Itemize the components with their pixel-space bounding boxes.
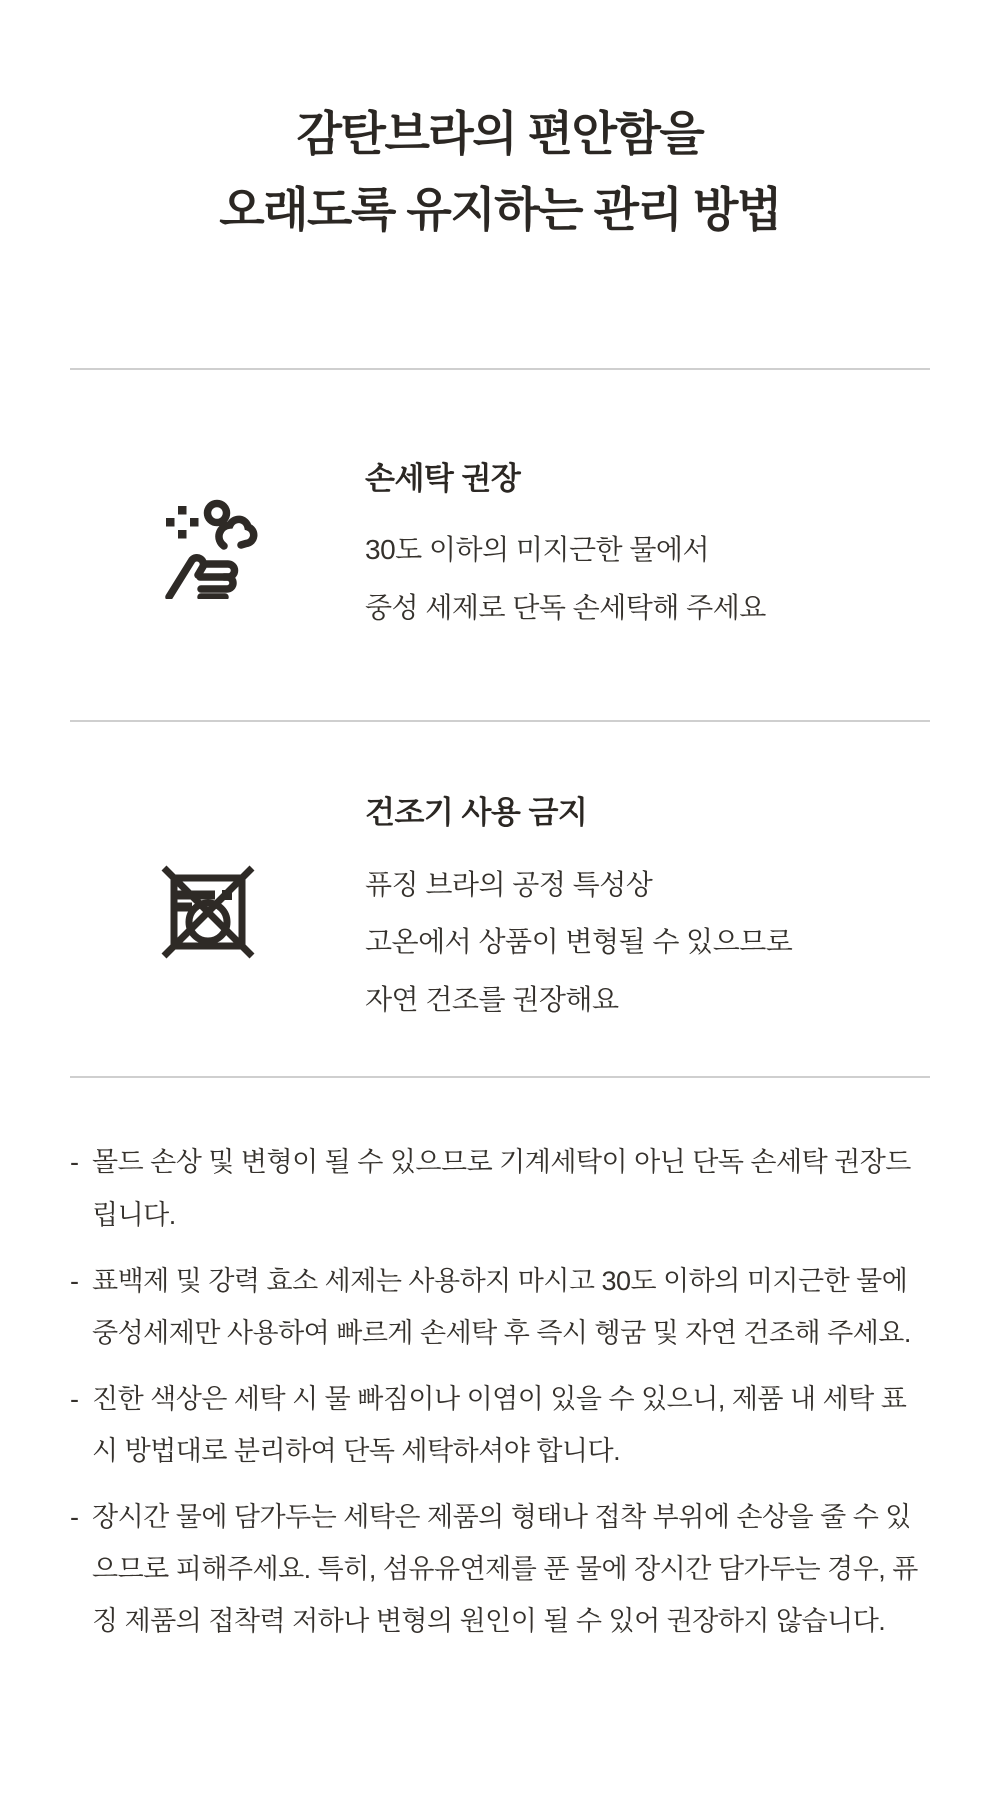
page-title-line-2: 오래도록 유지하는 관리 방법 — [219, 183, 781, 237]
note-text: 진한 색상은 세탁 시 물 빠짐이나 이염이 있을 수 있으니, 제품 내 세탁 표시 방법대로 분리하여 단독 세탁하셔야 합니다. — [92, 1383, 907, 1466]
section-no-dryer-text — [365, 794, 930, 1029]
section-hand-wash-heading: 손세탁 권장 — [365, 461, 521, 497]
hand-wash-desc-line-2: 중성 세제로 단독 손세탁해 주세요 — [365, 592, 766, 624]
care-notes-list — [70, 1078, 930, 1707]
section-hand-wash-text — [365, 460, 930, 637]
note-text: 몰드 손상 및 변형이 될 수 있으므로 기계세탁이 아닌 단독 손세탁 권장드립니다. — [92, 1147, 911, 1230]
no-dryer-desc-line-2: 고온에서 상품이 변형될 수 있으므로 — [365, 926, 793, 958]
section-no-dryer-heading: 건조기 사용 금지 — [365, 795, 588, 831]
note-dash: - — [70, 1502, 79, 1533]
section-hand-wash-desc — [365, 521, 930, 637]
no-dryer-desc-line-3: 자연 건조를 권장해요 — [365, 984, 619, 1016]
page-title-line-1: 감탄브라의 편안함을 — [296, 107, 704, 160]
care-note-item — [70, 1373, 930, 1477]
note-dash: - — [70, 1265, 79, 1296]
no-dryer-desc-line-1: 퓨징 브라의 공정 특성상 — [365, 868, 653, 900]
care-note-item — [70, 1136, 930, 1240]
hand-wash-desc-line-1: 30도 이하의 미지근한 물에서 — [365, 534, 710, 566]
hand-wash-icon — [158, 499, 258, 599]
note-text: 장시간 물에 담가두는 세탁은 제품의 형태나 접착 부위에 손상을 줄 수 있으므로 피해주세요. 특히, 섬유유연제를 푼 물에 장시간 담가두는 경우, 퓨징 제품의 접착력 저하나 변형의 원인이 될 수 있어 권장하지 않습니다. — [92, 1502, 918, 1637]
care-note-item — [70, 1255, 930, 1359]
no-dryer-icon — [158, 862, 258, 962]
page-title — [70, 0, 930, 368]
section-no-dryer — [70, 722, 930, 1076]
note-text: 표백제 및 강력 효소 세제는 사용하지 마시고 30도 이하의 미지근한 물에 중성세제만 사용하여 빠르게 손세탁 후 즉시 헹굼 및 자연 건조해 주세요. — [92, 1265, 911, 1348]
care-note-item — [70, 1491, 930, 1647]
section-no-dryer-desc — [365, 856, 930, 1030]
section-hand-wash — [70, 370, 930, 720]
note-dash: - — [70, 1147, 79, 1178]
note-dash: - — [70, 1383, 79, 1414]
